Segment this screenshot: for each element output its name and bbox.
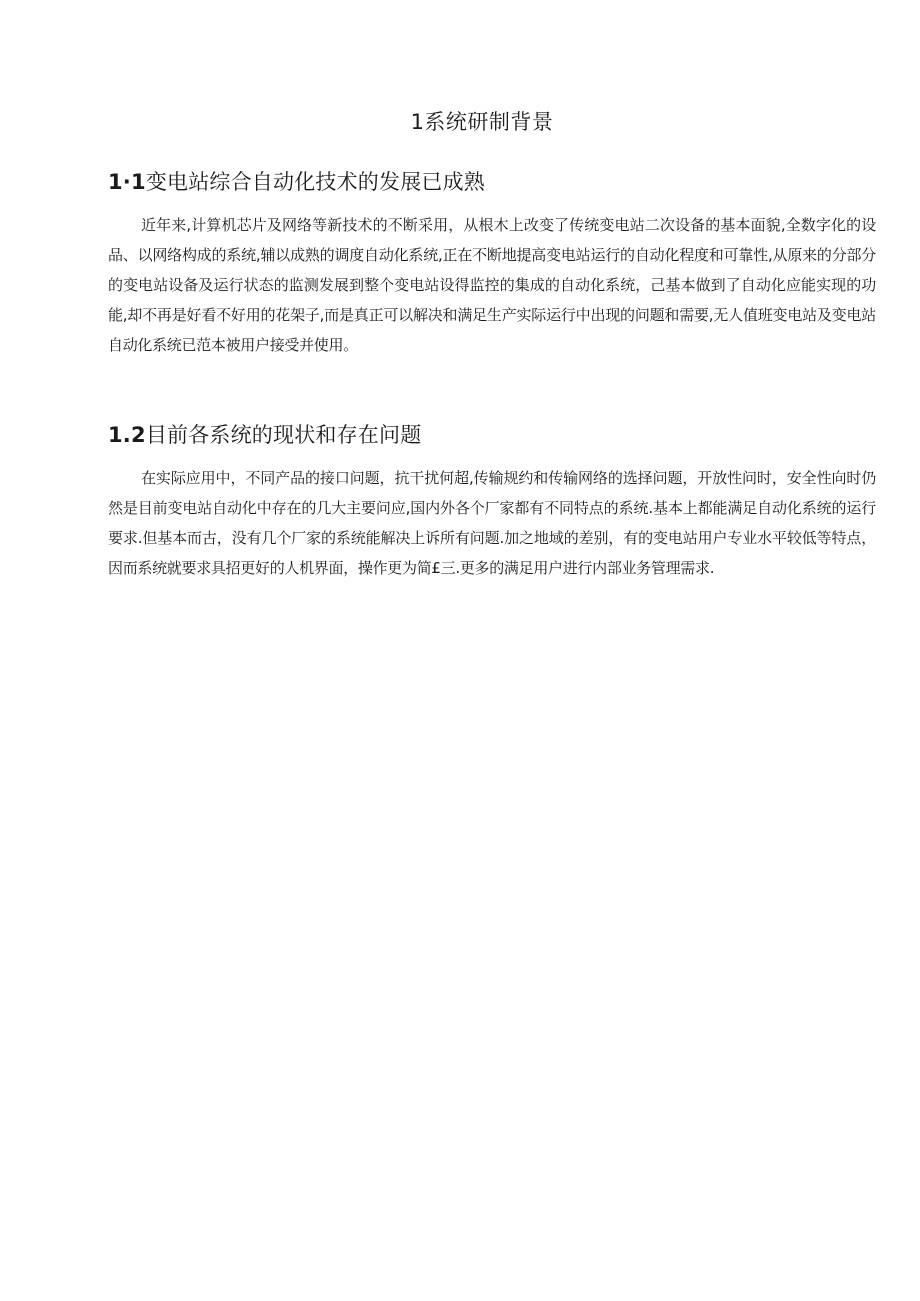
- section-1-2-heading: [108, 421, 421, 449]
- section-1-2-title: 目前各系统的现状和存在问题: [145, 423, 422, 447]
- section-1-1-title: 变电站综合自动化技术的发展已成熟: [145, 170, 486, 194]
- section-1-1-number: 1·1: [108, 170, 146, 194]
- document-title: 1系统研制背景: [410, 110, 554, 134]
- section-1-2-number: 1.2: [108, 423, 146, 447]
- section-1-2-paragraph: 在实际应用中，不同产品的接口问题，抗干扰何超,传输规约和传输网络的选择问题，开放性问时，安全性向时仍然是目前变电站自动化中存在的几大主要问应,国内外各个厂家都有不同特点的系统.基本上都能满足自动化系统的运行要求.但基本而古，没有几个厂家的系统能解决上诉所有问题.加之地域的差别，有的变电站用户专业水平较低等特点，因而系统就要求具招更好的人机界面，操作更为简£三.更多的满足用户进行内部业务管理需求.: [108, 469, 876, 577]
- section-1-1-paragraph: 近年来,计算机芯片及网络等新技术的不断采用，从根木上改变了传统变电站二次设备的基本面貌,全数字化的设品、以网络构成的系统,辅以成熟的调度自动化系统,正在不断地提高变电站运行的自动化程度和可靠性,从原来的分部分的变电站设备及运行状态的监测发展到整个变电站设得监控的集成的自动化系统，己基本做到了自动化应能实现的功能,却不再是好看不好用的花架子,而是真正可以解决和满足生产实际运行中出现的问题和需要,无人值班变电站及变电站自动化系统已范本被用户接受并使用。: [108, 216, 876, 354]
- section-1-1-heading: [108, 168, 485, 196]
